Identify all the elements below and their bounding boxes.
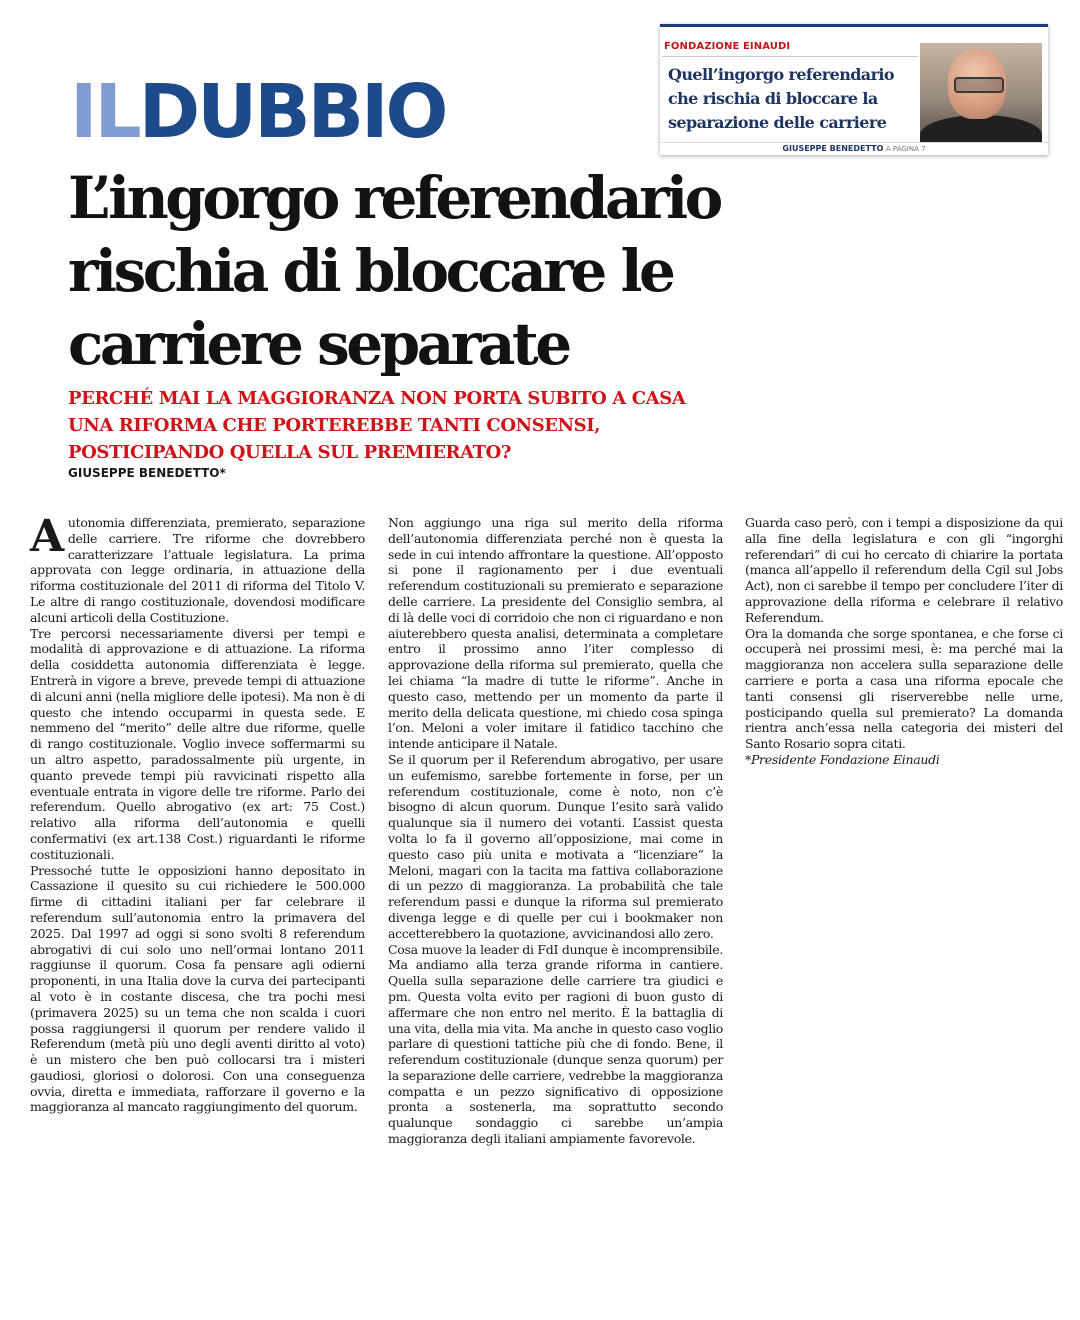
masthead-logo bbox=[70, 69, 446, 155]
paragraph: Non aggiungo una riga sul merito della riforma dell’autonomia differenziata perché non è questa la sede in cui intendo affrontare la questione. All’opposto si pone il ragionamento per i due eventuali referendum costituzionali su premierato e separazione delle carriere. La presidente del Consiglio sembra, al di là delle voci di corridoio che non ci riguardano e non aiuterebbero questa analisi, determinata a completare entro il prossimo anno l’iter complesso di approvazione della riforma sul premierato, quella che lei chiama “la madre di tutte le riforme”. Anche in questo caso, mettendo per un momento da parte il merito della delicata questione, mi chiedo cosa spinga l’on. Meloni a voler imitare il fatidico tacchino che intende anticipare il Natale. bbox=[388, 515, 723, 752]
paragraph: Ora la domanda che sorge spontanea, e che forse ci occuperà nei prossimi mesi, è: ma perché mai la maggioranza non accelera sulla separazione delle carriere e porta a casa una riforma epocale che tanti consensi gli riserverebbe nelle urne, posticipando quella sul premierato? La domanda rientra anch’essa nella categoria dei misteri del Santo Rosario sopra citati. bbox=[745, 625, 1063, 752]
article-headline: L’ingorgo referendario rischia di bloccare le carriere separate bbox=[68, 164, 720, 378]
promo-footer bbox=[660, 142, 1048, 155]
paragraph: Cosa muove la leader di FdI dunque è incomprensibile. Ma andiamo alla terza grande riforma in cantiere. Quella sulla separazione delle carriere tra giudici e pm. Questa volta evito per ragioni di buon gusto di affermare che non entro nel merito. È la battaglia di una vita, della mia vita. Ma anche in questo caso voglio parlare di questioni tattiche più che di fondo. Bene, il referendum costituzionale (dunque senza quorum) per la separazione delle carriere, vedrebbe la maggioranza compatta e un pezzo significativo di opposizione pronta a sostenerla, ma soprattutto secondo qualunque sondaggio ci sarebbe un’ampia maggioranza degli italiani ampiamente favorevole. bbox=[388, 941, 723, 1147]
author-footnote: *Presidente Fondazione Einaudi bbox=[745, 751, 940, 767]
paragraph: Guarda caso però, con i tempi a disposizione da qui alla fine della legislatura e con gli “ingorghi referendari” di cui ho cercato di chiarire la portata (manca all’appello il referendum della Cgil sul Jobs Act), non ci sarebbe il tempo per concludere l’iter di approvazione della riforma e celebrare il relativo Referendum. bbox=[745, 515, 1063, 625]
promo-kicker: FONDAZIONE EINAUDI bbox=[664, 41, 791, 52]
masthead-dubbio: DUBBIO bbox=[138, 69, 446, 155]
paragraph: Tre percorsi necessariamente diversi per tempi e modalità di approvazione e di attuazione. La riforma della cosiddetta autonomia differenziata è legge. Entrerà in vigore a breve, prevede tempi di attuazione di alcuni anni (nella migliore delle ipotesi). Ma non è di questo che intendo occuparmi in questa sede. E nemmeno del “merito” delle altre due riforme, quelle di rango costituzionale. Voglio invece soffermarmi su un altro aspetto, paradossalmente più urgente, in quanto prevede tempi più ravvicinati rispetto alla eventuale entrata in vigore delle tre riforme. Parlo dei referendum. Quello abrogativo (ex art: 75 Cost.) relativo alla riforma dell’autonomia e quelli confermativi (ex art.138 Cost.) riguardanti le riforme costituzionali. bbox=[30, 625, 365, 862]
promo-title: Quell’ingorgo referendario che rischia di bloccare la separazione delle carriere bbox=[668, 65, 894, 132]
article-column-2 bbox=[388, 515, 723, 1147]
article-column-3 bbox=[745, 515, 1063, 768]
photo-glasses bbox=[954, 77, 1004, 93]
paragraph: Pressoché tutte le opposizioni hanno depositato in Cassazione il quesito su cui richiedere le 500.000 firme di cittadini italiani per far celebrare il referendum sull’autonomia entro la primavera del 2025. Dal 1997 ad oggi si sono svolti 8 referendum abrogativi di cui solo uno nell’ormai lontano 2011 raggiunse il quorum. Cosa fa pensare agli odierni proponenti, in una Italia dove la curva dei partecipanti al voto è in costante discesa, che tra pochi mesi (primavera 2025) su un tema che non scalda i cuori possa raggiungersi il quorum per rendere valido il Referendum (metà più uno degli aventi diritto al voto) è un mistero che ben può collocarsi tra i misteri gaudiosi, gloriosi o dolorosi. Con una conseguenza ovvia, diretta e immediata, rafforzare il governo e la maggioranza al mancato raggiungimento del quorum. bbox=[30, 862, 365, 1115]
masthead-il: IL bbox=[70, 69, 139, 155]
promo-author: GIUSEPPE BENEDETTO bbox=[782, 144, 884, 153]
promo-page-ref: A PAGINA 7 bbox=[885, 145, 926, 153]
article-byline: GIUSEPPE BENEDETTO* bbox=[68, 466, 226, 480]
author-photo bbox=[920, 43, 1042, 147]
article-subhead: PERCHÉ MAI LA MAGGIORANZA NON PORTA SUBITO A CASA UNA RIFORMA CHE PORTEREBBE TANTI CONSENSI, POSTICIPANDO QUELLA SUL PREMIERATO? bbox=[68, 388, 686, 463]
paragraph: Se il quorum per il Referendum abrogativo, per usare un eufemismo, sarebbe fortemente in forse, per un referendum costituzionale, come è noto, non c’è bisogno di alcun quorum. Dunque l’esito sarà valido qualunque sia il numero dei votanti. L’assist questa volta lo fa il governo all’opposizione, mai come in questo caso più unita e motivata a “licenziare” la Meloni, magari con la tacita ma fattiva collaborazione di un pezzo di maggioranza. La probabilità che tale referendum passi e dunque la riforma sul premierato divenga legge e di quelle per cui i bookmaker non accetterebbero la quotazione, avvicinandosi allo zero. bbox=[388, 751, 723, 941]
promo-box[interactable] bbox=[660, 24, 1048, 155]
promo-divider bbox=[662, 56, 918, 57]
article-column-1 bbox=[30, 511, 365, 1115]
drop-cap: A bbox=[30, 511, 64, 562]
paragraph-text: utonomia differenziata, premierato, separazione delle carriere. Tre riforme che dovrebbero caratterizzare l’attuale legislatura. La prima approvata con legge ordinaria, in attuazione della riforma costituzionale del 2011 di riforma del Titolo V. Le altre di rango costituzionale, dovendosi modificare alcuni articoli della Costituzione. bbox=[30, 515, 365, 625]
paragraph bbox=[30, 511, 365, 626]
